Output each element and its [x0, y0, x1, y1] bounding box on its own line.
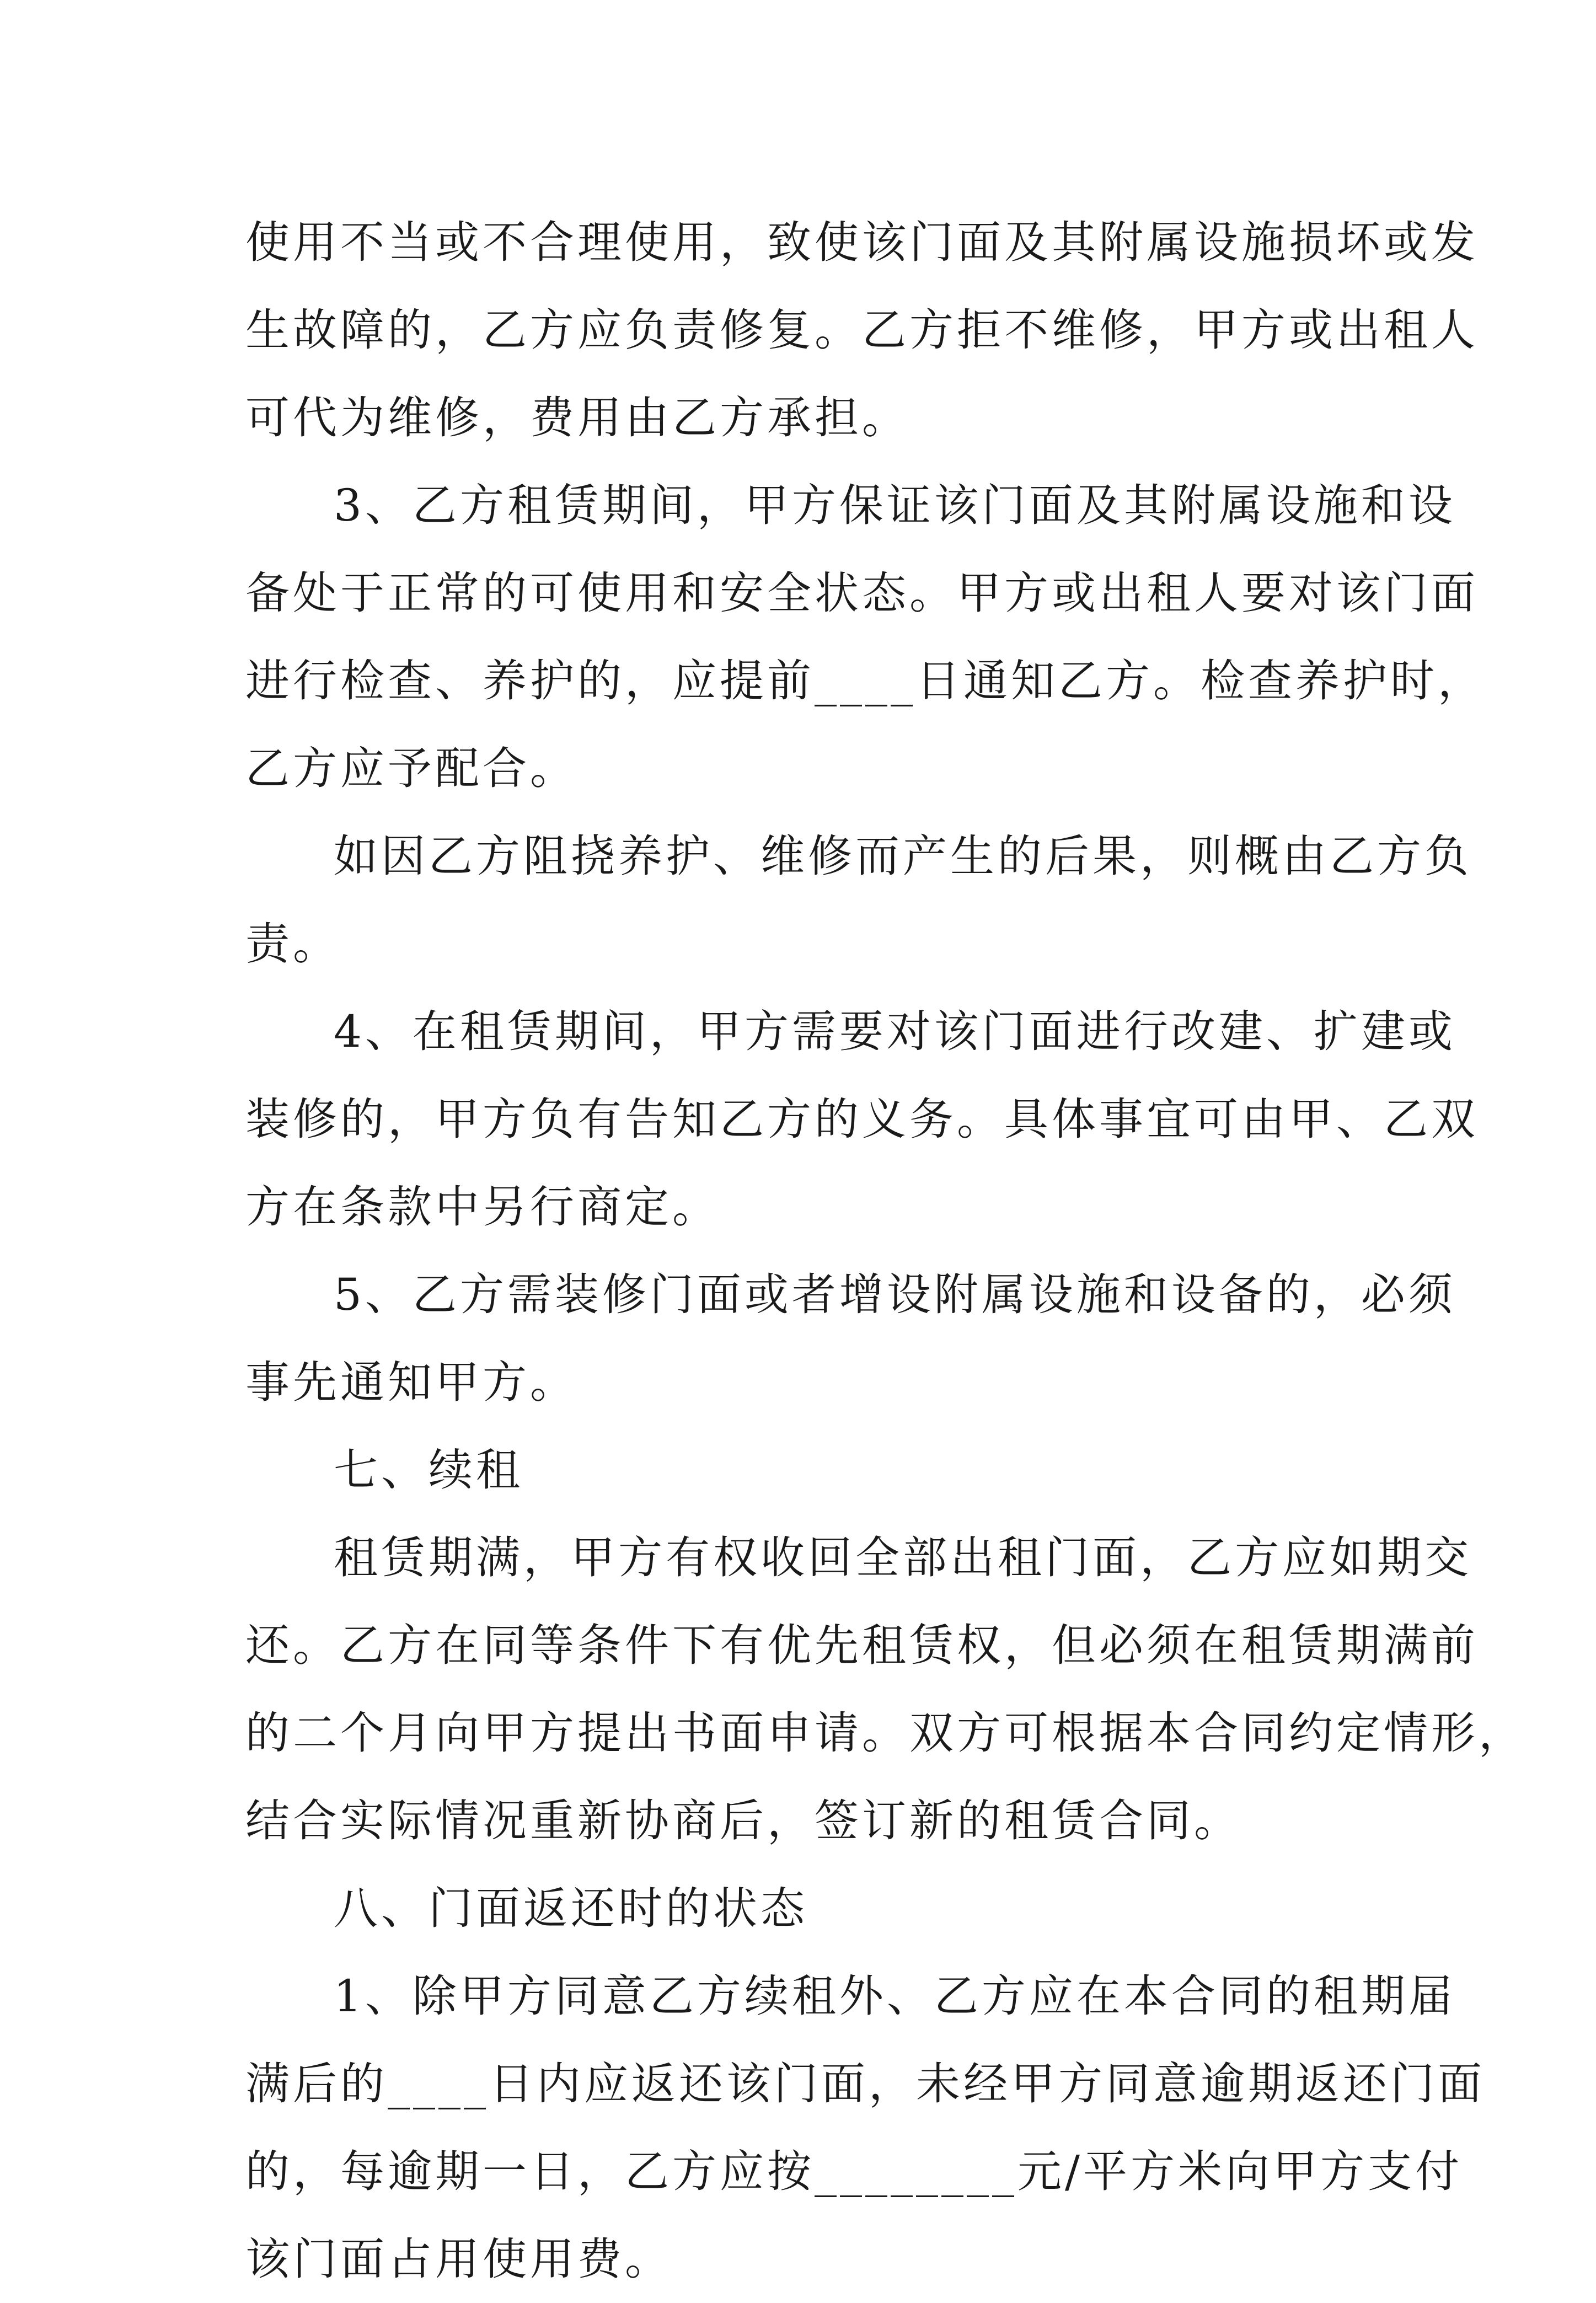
text-line: 备处于正常的可使用和安全状态。甲方或出租人要对该门面 [245, 567, 1479, 619]
text-line: 如因乙方阻挠养护、维修而产生的后果，则概由乙方负 [334, 831, 1472, 882]
text-line: 结合实际情况重新协商后，签订新的租赁合同。 [245, 1795, 1241, 1846]
text-line: 使用不当或不合理使用，致使该门面及其附属设施损坏或发 [245, 217, 1479, 268]
text-line: 的二个月向甲方提出书面申请。双方可根据本合同约定情形， [245, 1707, 1526, 1759]
text-line: 装修的，甲方负有告知乙方的义务。具体事宜可由甲、乙双 [245, 1094, 1479, 1145]
text-line: 的，每逾期一日，乙方应按________元/平方米向甲方支付 [245, 2146, 1463, 2197]
text-line: 4、在租赁期间，甲方需要对该门面进行改建、扩建或 [334, 1006, 1456, 1057]
text-line: 租赁期满，甲方有权收回全部出租门面，乙方应如期交 [334, 1532, 1472, 1583]
text-line: 5、乙方需装修门面或者增设附属设施和设备的，必须 [334, 1269, 1456, 1320]
text-line: 方在条款中另行商定。 [245, 1181, 720, 1233]
text-line: 可代为维修，费用由乙方承担。 [245, 392, 909, 443]
text-line: 还。乙方在同等条件下有优先租赁权，但必须在租赁期满前 [245, 1620, 1479, 1671]
text-line: 八、门面返还时的状态 [334, 1883, 808, 1934]
text-line: 进行检查、养护的，应提前____日通知乙方。检查养护时， [245, 655, 1485, 706]
text-line: 3、乙方租赁期间，甲方保证该门面及其附属设施和设 [334, 480, 1456, 531]
text-line: 生故障的，乙方应负责修复。乙方拒不维修，甲方或出租人 [245, 304, 1479, 356]
text-line: 满后的____日内应返还该门面，未经甲方同意逾期返还门面 [245, 2058, 1485, 2109]
contract-text-body [245, 199, 1526, 2303]
text-line: 1、除甲方同意乙方续租外、乙方应在本合同的租期届 [334, 1970, 1456, 2022]
text-line: 该门面占用使用费。 [245, 2234, 672, 2285]
text-line: 七、续租 [334, 1444, 523, 1496]
text-line: 责。 [245, 918, 340, 970]
text-line: 事先通知甲方。 [245, 1357, 577, 1408]
text-line: 乙方应予配合。 [245, 743, 577, 794]
